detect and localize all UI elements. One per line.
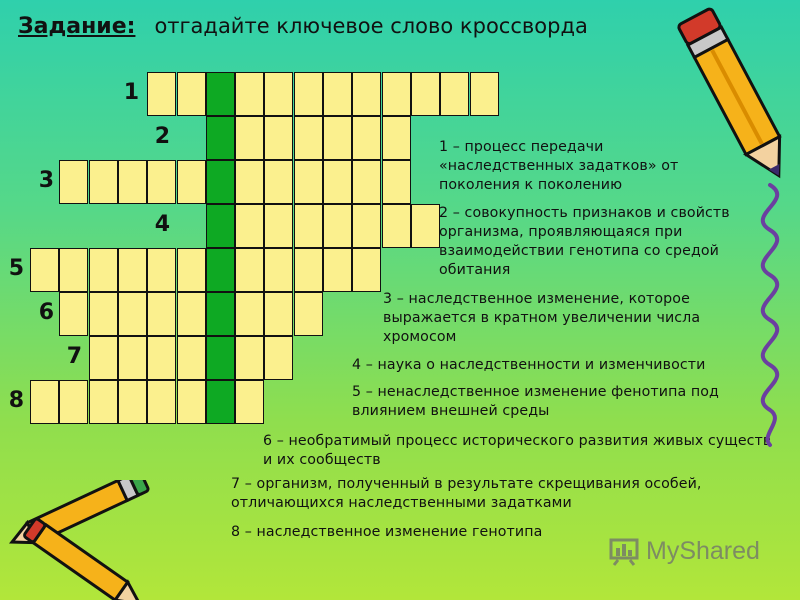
crossword-cell <box>382 160 411 204</box>
crossword-cell <box>59 160 88 204</box>
crossword-cell <box>294 116 323 160</box>
crossword-cell <box>118 380 147 424</box>
crossword-cell <box>323 72 352 116</box>
crossword-cell <box>323 160 352 204</box>
crossword-cell <box>177 248 206 292</box>
crossword-cell <box>382 116 411 160</box>
row-number-4: 4 <box>154 212 170 237</box>
crossword-cell <box>177 380 206 424</box>
crossword-cell <box>382 72 411 116</box>
crossword-cell <box>294 160 323 204</box>
crossword-cell <box>264 204 293 248</box>
crossword-cell <box>118 292 147 336</box>
crossword-cell <box>89 160 118 204</box>
watermark-text: MyShared <box>646 536 760 565</box>
crossword-cell <box>235 336 264 380</box>
crossword-cell <box>147 380 176 424</box>
key-cell <box>206 204 235 248</box>
scribble-decoration <box>740 180 800 450</box>
crossword-cell <box>264 160 293 204</box>
crossword-cell <box>294 292 323 336</box>
crossword-cell <box>147 160 176 204</box>
crossword-cell <box>235 292 264 336</box>
crossword-cell <box>118 248 147 292</box>
crossword-cell <box>440 72 469 116</box>
key-cell <box>206 380 235 424</box>
crossword-cell <box>89 292 118 336</box>
crossword-cell <box>294 248 323 292</box>
crossword-cell <box>294 204 323 248</box>
crossword-cell <box>235 160 264 204</box>
crossword-cell <box>177 72 206 116</box>
crossword-cell <box>352 116 381 160</box>
crossword-cell <box>147 72 176 116</box>
key-cell <box>206 116 235 160</box>
crossword-cell <box>235 116 264 160</box>
key-cell <box>206 248 235 292</box>
crossword-cell <box>323 248 352 292</box>
row-number-6: 6 <box>38 300 54 325</box>
crossword-cell <box>352 248 381 292</box>
crossword-cell <box>264 248 293 292</box>
row-number-8: 8 <box>8 388 24 413</box>
crossword-cell <box>264 116 293 160</box>
crossword-cell <box>235 248 264 292</box>
crossword-cell <box>235 204 264 248</box>
task-text: отгадайте ключевое слово кроссворда <box>154 14 588 38</box>
clue-6: 6 – необратимый процесс исторического развития живых существ и их сообществ <box>263 433 772 468</box>
clue-3: 3 – наследственное изменение, которое выражается в кратном увеличении числа хромосом <box>383 291 701 345</box>
crossword-cell <box>89 248 118 292</box>
crossword-cell <box>352 204 381 248</box>
clue-4: 4 – наука о наследственности и изменчивости <box>352 357 706 373</box>
clue-2: 2 – совокупность признаков и свойств организма, проявляющаяся при взаимодействии генотипа со средой обитания <box>439 205 730 278</box>
row-number-1: 1 <box>123 80 139 105</box>
crossword-cell <box>30 248 59 292</box>
crossword-cell <box>177 336 206 380</box>
crossword-cell <box>411 72 440 116</box>
crossword-cell <box>118 336 147 380</box>
crossword-cell <box>323 204 352 248</box>
crossword-cell <box>59 248 88 292</box>
key-cell <box>206 72 235 116</box>
pencils-icon <box>0 480 170 600</box>
crossword-cell <box>59 292 88 336</box>
pencil-icon <box>665 0 800 190</box>
crossword-cell <box>177 160 206 204</box>
crossword-cell <box>470 72 499 116</box>
crossword-cell <box>264 72 293 116</box>
crossword-cell <box>235 380 264 424</box>
clue-8: 8 – наследственное изменение генотипа <box>231 524 543 540</box>
clue-1: 1 – процесс передачи «наследственных задатков» от поколения к поколению <box>439 139 679 193</box>
crossword-cell <box>323 116 352 160</box>
crossword-cell <box>147 336 176 380</box>
crossword-cell <box>89 380 118 424</box>
crossword-cell <box>30 380 59 424</box>
crossword-cell <box>177 292 206 336</box>
task-label: Задание: <box>18 14 136 39</box>
crossword-cell <box>352 160 381 204</box>
crossword-cell <box>382 204 411 248</box>
crossword-cell <box>118 160 147 204</box>
crossword-cell <box>352 72 381 116</box>
row-number-7: 7 <box>66 344 82 369</box>
crossword-cell <box>264 336 293 380</box>
crossword-cell <box>59 380 88 424</box>
crossword-cell <box>147 292 176 336</box>
row-number-3: 3 <box>38 168 54 193</box>
crossword-cell <box>264 292 293 336</box>
clue-5: 5 – ненаследственное изменение фенотипа под влиянием внешней среды <box>352 384 719 419</box>
watermark <box>608 536 760 566</box>
key-cell <box>206 336 235 380</box>
crossword-cell <box>235 72 264 116</box>
row-number-5: 5 <box>8 256 24 281</box>
row-number-2: 2 <box>154 124 170 149</box>
crossword-cell <box>294 72 323 116</box>
crossword-cell <box>89 336 118 380</box>
crossword-cell <box>147 248 176 292</box>
key-cell <box>206 292 235 336</box>
crossword-cell <box>411 204 440 248</box>
clue-7: 7 – организм, полученный в результате скрещивания особей, отличающихся наследственными задатками <box>231 476 702 511</box>
key-cell <box>206 160 235 204</box>
myshared-logo-icon <box>608 536 642 566</box>
